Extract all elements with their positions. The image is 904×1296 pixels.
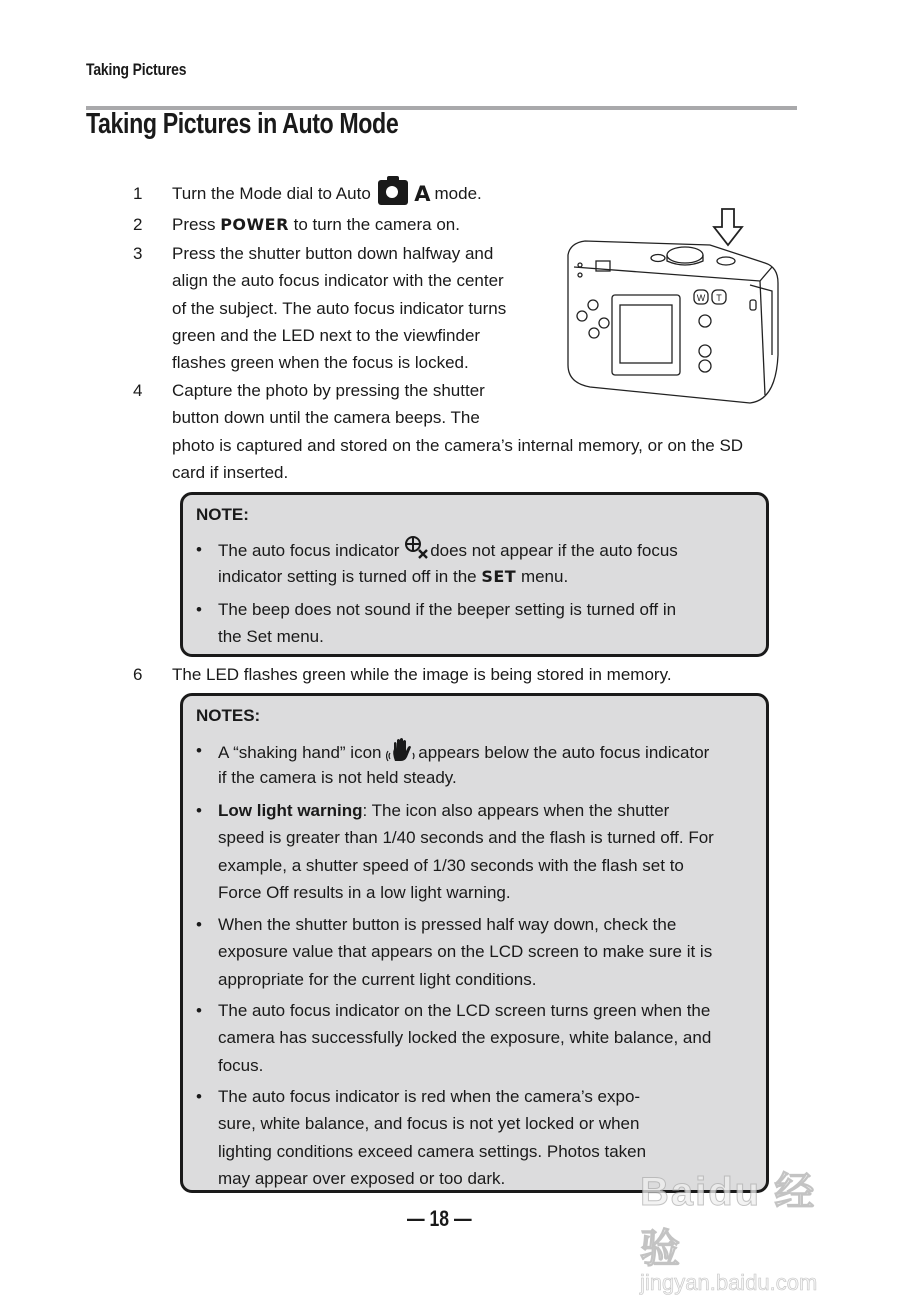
low-light-warning-label: Low light warning	[218, 801, 363, 820]
auto-a-icon: A	[414, 182, 431, 206]
page-title: Taking Pictures in Auto Mode	[86, 108, 399, 140]
svg-text:T: T	[716, 293, 722, 303]
running-head: Taking Pictures	[86, 60, 187, 79]
notes-box: NOTES: • A “shaking hand” icon appears below the auto focus indicator if the camera is not held steady. • Low light warning: The icon also appears when the shutter speed is greater than 1/40 seconds and the flash is turned off. For example, a shutter speed of 1/30 seconds with the flash set to Force Off results in a low light warning. • When the shutter button is pressed half way down, check the exposure value that appears on the LCD screen to make sure it is appropriate for the current light conditions. • The auto focus indicator on the LCD screen turns green when the camera has successfully locked the exposure, white balance, and focus. • The auto focus indicator is red when the camera’s expo- sure, white balance, and focus is not yet locked or when lighting conditions exceed camera settings. Photos taken may appear over exposed or too dark.	[180, 693, 769, 1193]
step-number: 2	[133, 215, 143, 234]
down-arrow-icon	[714, 209, 742, 245]
step-number: 1	[133, 184, 143, 203]
step-number: 4	[133, 381, 143, 400]
step-text: mode.	[434, 184, 482, 203]
page-number: — 18 —	[407, 1206, 472, 1231]
svg-text:W: W	[696, 293, 706, 303]
shaking-hand-icon	[386, 737, 418, 763]
autofocus-off-icon	[404, 536, 430, 560]
camera-icon	[378, 180, 408, 205]
camera-illustration	[560, 205, 785, 410]
set-keyword: SET	[481, 567, 517, 587]
power-keyword: POWER	[220, 215, 289, 234]
step-number: 3	[133, 244, 143, 263]
note-heading: NOTE:	[196, 505, 249, 524]
step-number: 6	[133, 665, 143, 684]
notes-heading: NOTES:	[196, 706, 261, 725]
step-text: Turn the Mode dial to Auto	[172, 184, 371, 203]
baidu-watermark: Baidu 经验 jingyan.baidu.com	[640, 1170, 818, 1295]
note-box: NOTE: • The auto focus indicator does not appear if the auto focus indicator setting is turned off in the SET menu. • The beep does not sound if the beeper setting is turned off in the Set menu.	[180, 492, 769, 657]
